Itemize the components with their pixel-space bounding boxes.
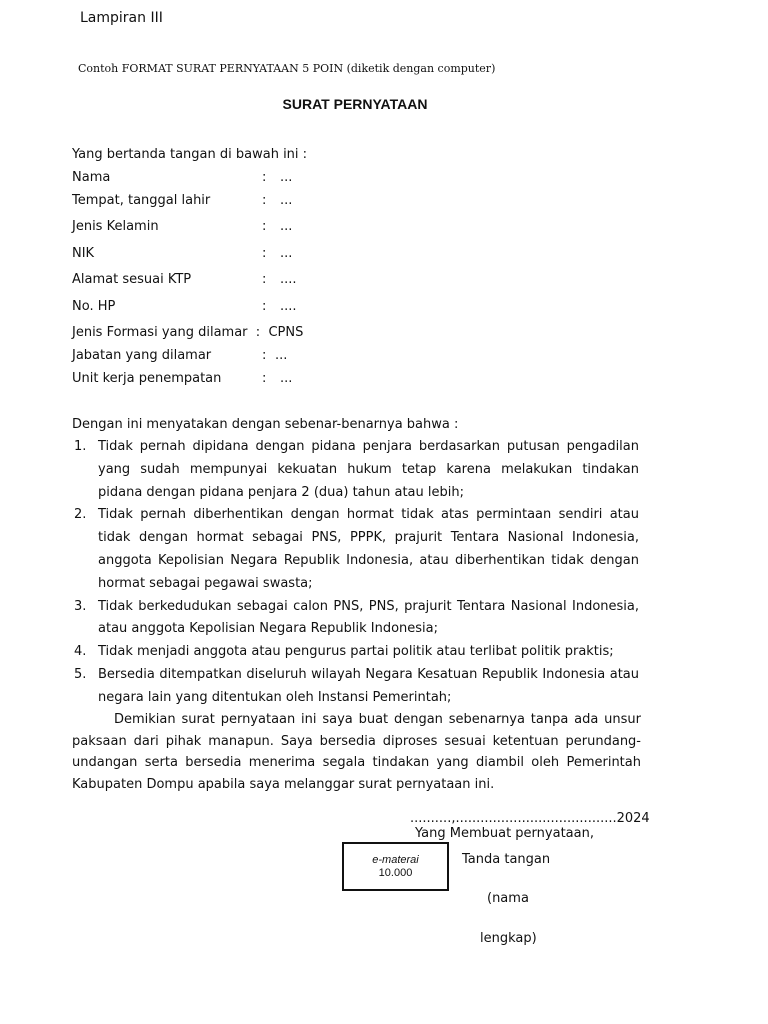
item-text: Tidak pernah diberhentikan dengan hormat tidak atas permintaan sendiri atau tidak dengan hormat sebagai PNS, PPPK, prajurit Tentara Nasional Indonesia, anggota Kepolisian Negara Republik Indonesia, atau diberhentikan tidak dengan hormat sebagai pegawai swasta;: [98, 507, 639, 591]
field-jenis-kelamin: [72, 219, 292, 234]
item-text: Tidak berkedudukan sebagai calon PNS, PNS, prajurit Tentara Nasional Indonesia, atau anggota Kepolisian Negara Republik Indonesia;: [98, 598, 639, 637]
list-item: [72, 664, 639, 710]
field-label: Unit kerja penempatan: [72, 371, 222, 386]
item-number: 2.: [74, 507, 87, 523]
field-colon: :: [262, 246, 267, 261]
item-text: Tidak menjadi anggota atau pengurus partai politik atau terlibat politik praktis;: [98, 644, 614, 660]
item-number: 1.: [74, 439, 87, 454]
signer-caption: Yang Membuat pernyataan,: [415, 826, 594, 841]
field-unit-kerja: [72, 371, 292, 386]
field-value: ...: [275, 348, 288, 363]
field-nik: [72, 246, 292, 261]
attachment-label: Lampiran III: [80, 10, 163, 26]
list-item: [72, 504, 639, 595]
document-title: SURAT PERNYATAAN: [282, 96, 428, 112]
field-label: Jenis Kelamin: [72, 219, 159, 234]
declaration-intro: Dengan ini menyatakan dengan sebenar-benarnya bahwa :: [72, 417, 459, 432]
field-label: Tempat, tanggal lahir: [72, 193, 211, 208]
field-colon: :: [262, 299, 267, 314]
e-materai-stamp-box: [342, 842, 449, 891]
identity-intro: Yang bertanda tangan di bawah ini :: [72, 147, 308, 162]
list-item: [72, 436, 639, 504]
list-item: [72, 596, 639, 642]
place-date: ..........,.......................................2024: [410, 811, 650, 826]
field-value: ...: [280, 170, 293, 185]
field-colon: :: [262, 371, 267, 386]
field-colon: :: [262, 219, 267, 234]
item-text: Bersedia ditempatkan diseluruh wilayah Negara Kesatuan Republik Indonesia atau negara lain yang ditentukan oleh Instansi Pemerintah;: [98, 666, 639, 705]
full-name-placeholder-cont: lengkap): [480, 931, 537, 946]
field-label: Jabatan yang dilamar: [72, 348, 212, 363]
field-label: NIK: [72, 246, 95, 261]
field-value: ....: [280, 299, 297, 314]
field-label: Nama: [72, 170, 111, 185]
item-number: 5.: [74, 666, 87, 682]
field-colon: :: [262, 170, 267, 185]
field-label: No. HP: [72, 299, 116, 314]
full-name-placeholder: (nama: [487, 891, 529, 906]
field-jenis-formasi: [72, 325, 303, 340]
field-label: Alamat sesuai KTP: [72, 272, 192, 287]
list-item: [72, 641, 639, 664]
item-number: 4.: [74, 644, 87, 660]
format-caption: Contoh FORMAT SURAT PERNYATAAN 5 POIN (diketik dengan computer): [78, 62, 496, 75]
field-colon: :: [262, 348, 267, 363]
item-text: Tidak pernah dipidana dengan pidana penjara berdasarkan putusan pengadilan yang sudah mempunyai kekuatan hukum tetap karena melakukan tindakan pidana dengan pidana penjara 2 (dua) tahun atau lebih;: [98, 439, 639, 500]
declaration-list: [72, 436, 639, 710]
signature-placeholder: Tanda tangan: [462, 852, 551, 867]
field-label: Jenis Formasi yang dilamar: [72, 325, 248, 340]
field-no-hp: [72, 299, 297, 314]
field-value: CPNS: [268, 325, 304, 340]
field-value: ...: [280, 246, 293, 261]
item-number: 3.: [74, 598, 87, 614]
field-nama: [72, 170, 292, 185]
field-value: ...: [280, 219, 293, 234]
field-tempat-tanggal-lahir: [72, 193, 292, 208]
field-value: ...: [280, 371, 293, 386]
materai-label: e-materai: [372, 854, 419, 866]
field-colon: :: [262, 272, 267, 287]
field-jabatan: [72, 348, 287, 363]
field-alamat: [72, 272, 297, 287]
materai-value: 10.000: [378, 867, 413, 879]
field-colon: :: [255, 325, 261, 340]
closing-paragraph: Demikian surat pernyataan ini saya buat dengan sebenarnya tanpa ada unsur paksaan dari pihak manapun. Saya bersedia diproses sesuai ketentuan perundang- undangan serta bersedia menerima segala tindakan yang diambil oleh Pemerintah Kabupaten Dompu apabila saya melanggar surat pernyataan ini.: [72, 712, 641, 792]
field-value: ...: [280, 193, 293, 208]
field-colon: :: [262, 193, 267, 208]
field-value: ....: [280, 272, 297, 287]
